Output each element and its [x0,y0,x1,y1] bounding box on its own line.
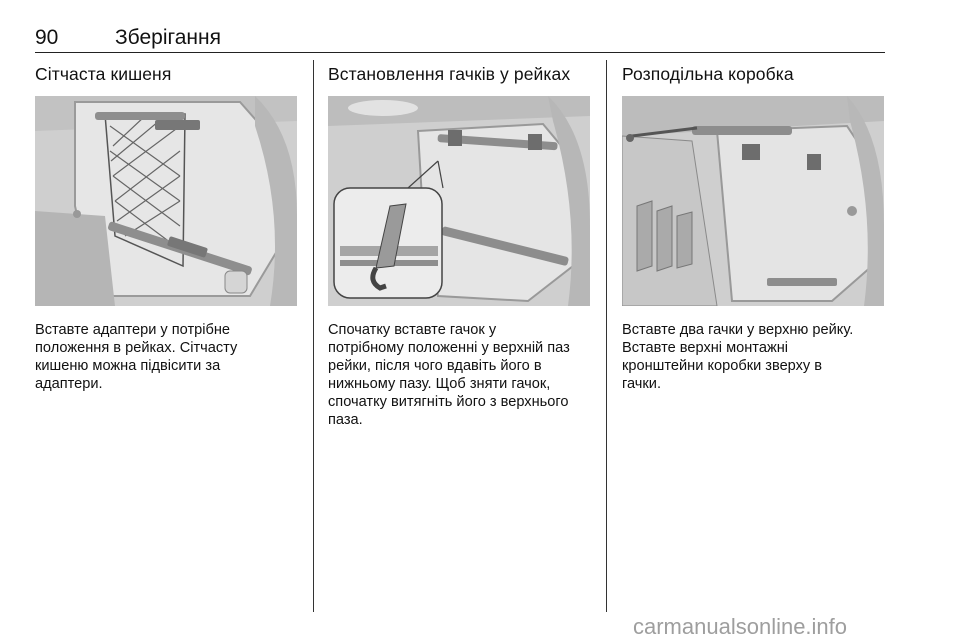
section-net-pocket [35,60,297,392]
section-title: Сітчаста кишеня [35,64,172,84]
hook-install-illustration [328,96,590,306]
page-number: 90 [35,26,59,49]
section-caption: Спочатку вставте гачок у потрібному положенні у верхній паз рейки, після чого вдавіть його в нижньому пазу. Щоб зняти гачок, спочатку витягніть його з верхнього паза. [328,322,570,428]
section-caption: Вставте адаптери у потрібне положення в рейках. Сітчасту кишеню можна підвісити за адаптери. [35,322,238,392]
divider-box-illustration [622,96,884,306]
section-title: Встановлення гачків у рейках [328,64,571,84]
net-pocket-illustration [35,96,297,306]
watermark-text: carmanualsonline.info [633,614,848,639]
section-title: Розподільна коробка [622,64,794,84]
chapter-title: Зберігання [115,26,221,49]
column-divider [313,60,314,612]
section-divider-box [622,60,884,392]
section-caption: Вставте два гачки у верхню рейку. Вставте верхні монтажні кронштейни коробки зверху в гачки. [622,322,854,392]
column-divider [606,60,607,612]
page-header [35,22,885,53]
section-hook-install [328,60,590,428]
